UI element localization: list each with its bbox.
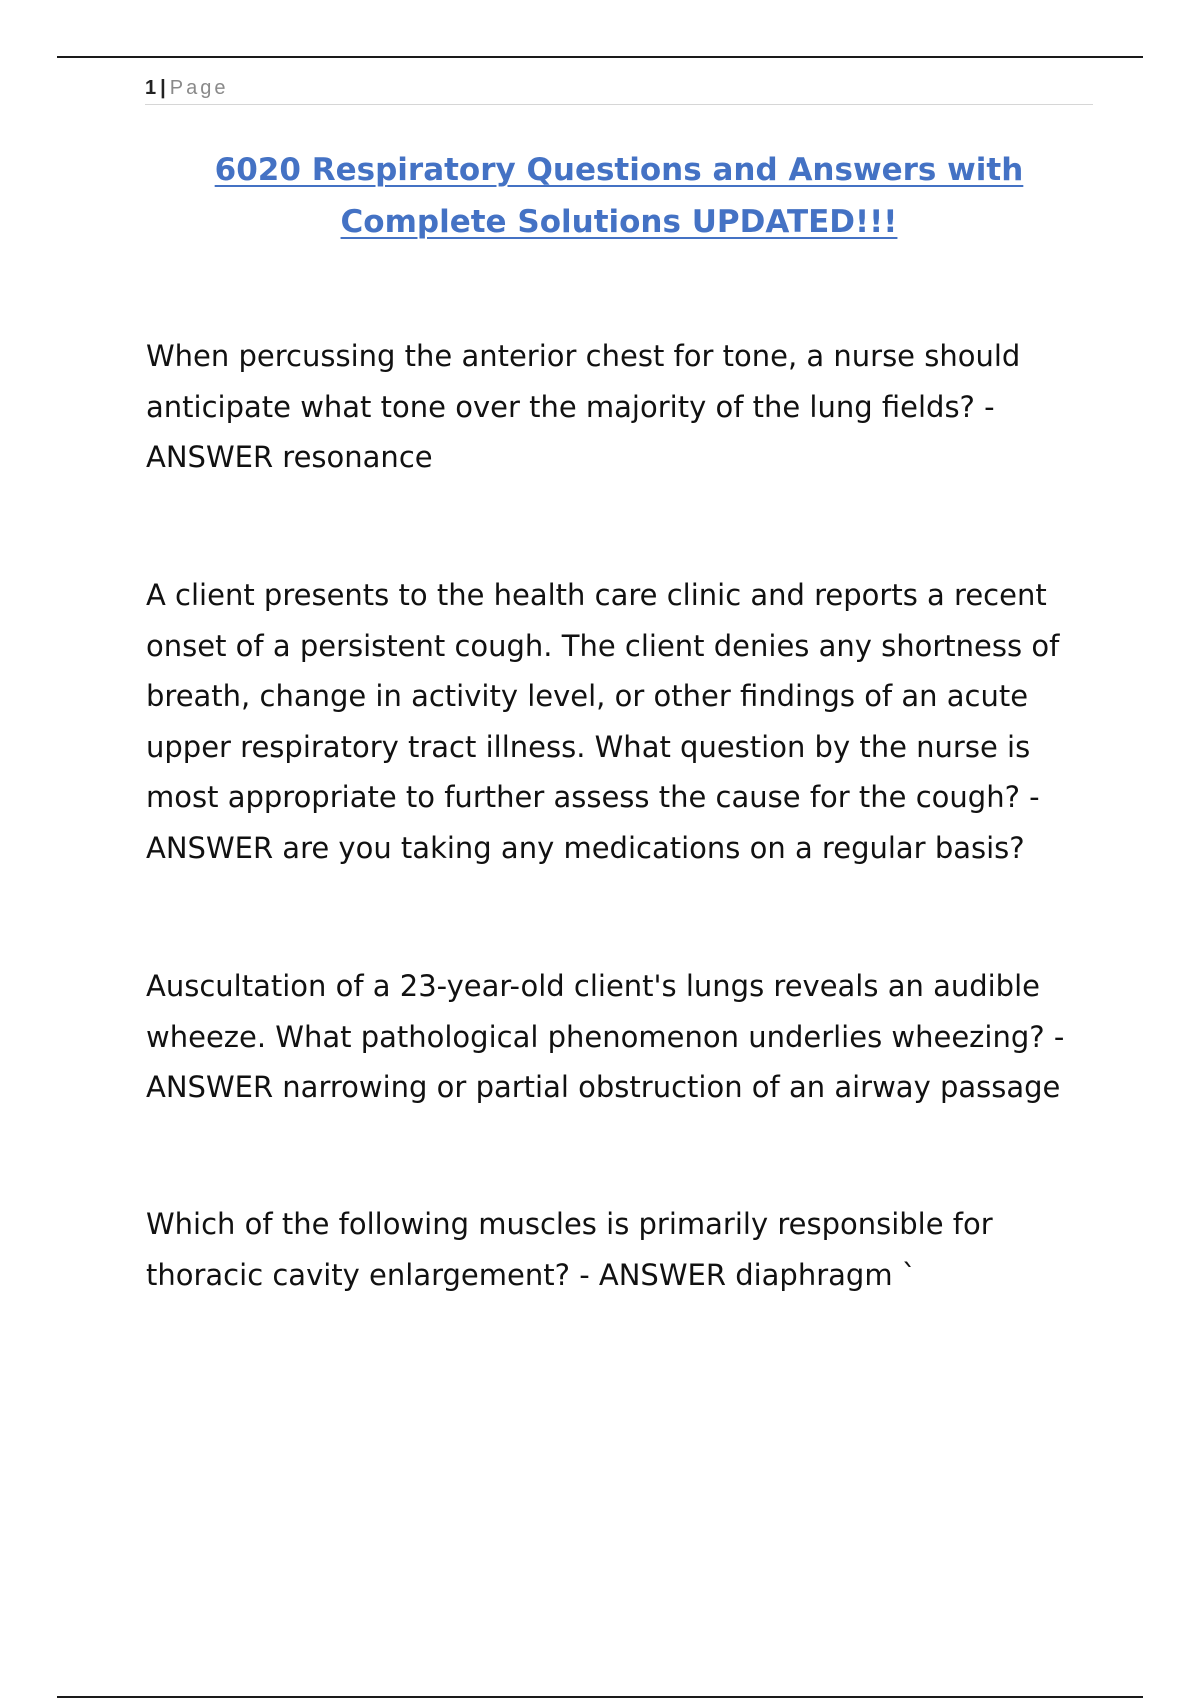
page-separator: | [160, 77, 166, 99]
page-header [145, 74, 1093, 105]
answer-text: ANSWER narrowing or partial obstruction of an airway passage [146, 1070, 1061, 1104]
document-title-line-1: 6020 Respiratory Questions and Answers with [214, 152, 1024, 188]
qa-item [146, 1199, 1096, 1300]
qa-item [146, 331, 1096, 483]
answer-text: ANSWER resonance [146, 440, 433, 474]
document-title [145, 144, 1093, 248]
qa-item [146, 961, 1096, 1113]
document-title-line-2: Complete Solutions UPDATED!!! [340, 204, 898, 240]
page-number: 1 [145, 77, 157, 99]
question-text: Auscultation of a 23-year-old client's lungs reveals an audible wheeze. What pathological phenomenon underlies wheezing? - [146, 969, 1065, 1054]
top-rule [57, 56, 1143, 58]
qa-item [146, 570, 1096, 873]
answer-text: ANSWER diaphragm ` [598, 1257, 917, 1292]
page-label: Page [169, 77, 229, 99]
question-text: Which of the following muscles is primarily responsible for thoracic cavity enlargement? - [146, 1207, 993, 1292]
bottom-rule [57, 1696, 1143, 1698]
question-text: A client presents to the health care clinic and reports a recent onset of a persistent cough. The client denies any shortness of breath, change in activity level, or other findings of an acute upper respiratory tract illness. What question by the nurse is most appropriate to further assess the cause for the cough? - [146, 578, 1060, 814]
answer-text: ANSWER are you taking any medications on a regular basis? [146, 830, 1025, 865]
question-text: When percussing the anterior chest for tone, a nurse should anticipate what tone over the majority of the lung fields? - [146, 339, 1021, 424]
